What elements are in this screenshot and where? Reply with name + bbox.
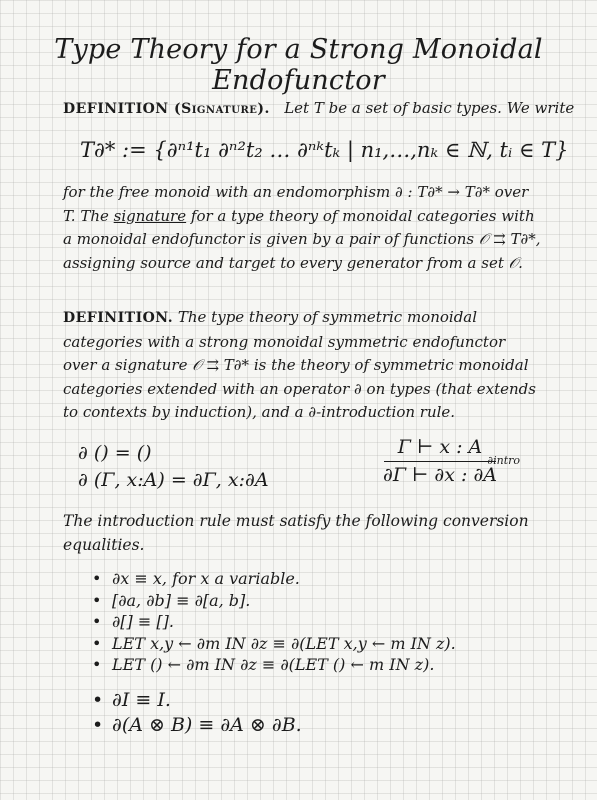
- list-item: • ∂[] ≡ [].: [92, 611, 552, 633]
- list-item: • ∂(A ⊗ B) ≡ ∂A ⊗ ∂B.: [92, 713, 552, 738]
- definition-type-theory-text: The type theory of symmetric monoidal categories with a strong monoidal symmetric endofunctor over a signature 𝒪 ⇉ T∂* is the theory of symmetric monoidal categories extended with an operator ∂ on types (that extends to contexts by induction), and a ∂-introduction rule.: [63, 308, 536, 421]
- list-item: • LET x,y ← ∂m IN ∂z ≡ ∂(LET x,y ← m IN z).: [92, 633, 552, 655]
- conversion-equalities-list: [92, 568, 552, 676]
- definition-signature-heading: [63, 97, 575, 122]
- definition-signature-lead: DEFINITION (Signature).: [63, 101, 270, 117]
- definition-signature-intro: Let T be a set of basic types. We write: [284, 99, 575, 117]
- list-item: • ∂I ≡ I.: [92, 688, 552, 713]
- rule-name: ∂intro: [487, 454, 520, 467]
- definition-signature-text-a: for the free monoid with an endomorphism ∂ : T∂* → T∂* over T. The: [63, 183, 529, 225]
- list-item: • [∂a, ∂b] ≡ ∂[a, b].: [92, 590, 552, 612]
- definition-type-theory-lead: DEFINITION.: [63, 310, 174, 326]
- conversion-intro: The introduction rule must satisfy the following conversion equalities.: [63, 512, 529, 554]
- list-item: • LET () ← ∂m IN ∂z ≡ ∂(LET () ← m IN z).: [92, 654, 552, 676]
- rule-premise: Γ ⊢ x : A: [397, 436, 483, 458]
- context-equations: [78, 440, 269, 494]
- equation-empty-context: ∂ () = (): [78, 442, 152, 464]
- partial-intro-rule: [360, 436, 520, 486]
- definition-signature-body: [63, 181, 543, 275]
- page-title: Type Theory for a Strong Monoidal Endofunctor: [54, 34, 543, 96]
- rule-conclusion: ∂Γ ⊢ ∂x : ∂A: [383, 464, 497, 486]
- equation-extended-context: ∂ (Γ, x:A) = ∂Γ, x:∂A: [78, 469, 269, 491]
- definition-type-theory: [63, 306, 543, 425]
- list-item: • ∂x ≡ x, for x a variable.: [92, 568, 552, 590]
- signature-term: signature: [113, 206, 187, 225]
- definition-signature-text-b: for a type theory of monoidal categories with a monoidal endofunctor is given by a pair of functions 𝒪 ⇉ T∂*, assigning source and target to every generator from a set 𝒪.: [63, 206, 541, 272]
- tensor-equalities-list: [92, 688, 552, 738]
- free-monoid-formula: T∂* := {∂ⁿ¹t₁ ∂ⁿ²t₂ … ∂ⁿᵏtₖ | n₁,…,nₖ ∈ ℕ, tᵢ ∈ T}: [80, 138, 569, 162]
